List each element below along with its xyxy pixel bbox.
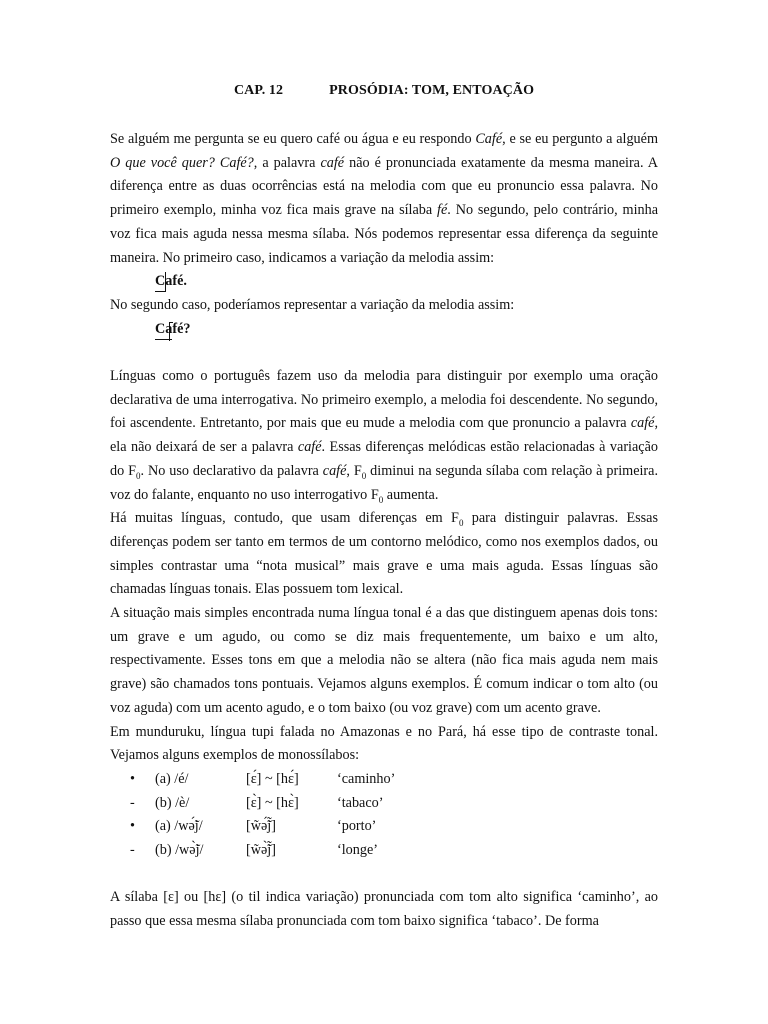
example-word: Café. xyxy=(155,273,187,290)
italic-run: café xyxy=(630,415,655,432)
examples-list xyxy=(110,768,658,863)
paragraph-7: A sílaba [ɛ] ou [hɛ] (o til indica variação) pronunciada com tom alto significa ‘caminho’, ao passo que essa mesma sílaba pronunciada com tom baixo significa ‘tabaco’. De forma xyxy=(110,889,658,930)
text-run: . Essas diferenças melódicas estão relacionadas à variação do F xyxy=(110,439,658,479)
phonemic-form: (a) /wə̃́j/ xyxy=(155,818,203,835)
text-run: , F xyxy=(346,462,362,479)
example-row xyxy=(110,792,658,816)
example-row xyxy=(110,768,658,792)
text-run: , e se eu pergunto a alguém xyxy=(502,131,658,147)
phonemic-form: (a) /é/ xyxy=(155,770,189,787)
example-word: Café? xyxy=(155,320,191,337)
spacer xyxy=(110,863,658,887)
text-run: . No uso declarativo da palavra xyxy=(140,462,323,479)
text-run: não é pronunciada exatamente da mesma maneira. A diferença entre as duas ocorrências está na melodia com que eu pronuncio essa palavra. No primeiro exemplo, minha voz fica mais grave na sílaba xyxy=(110,154,658,219)
subscript: 0 xyxy=(458,518,464,529)
text-run: , ela não deixará de ser a palavra xyxy=(110,415,658,456)
italic-run: Café xyxy=(475,131,503,147)
gloss: ‘porto’ xyxy=(337,818,377,835)
paragraph-4 xyxy=(110,507,658,602)
melody-example-interrogative xyxy=(155,318,658,342)
gloss: ‘longe’ xyxy=(337,842,378,858)
paragraph-5: A situação mais simples encontrada numa língua tonal é a das que distinguem apenas dois tons: um grave e um agudo, ou como se diz mais frequentemente, um baixo e um alto, respectivamente. Esses tons em que a melodia não se altera (não fica mais aguda nem mais grave) são chamados tons pontuais. Vejamos alguns exemplos. É comum indicar o tom alto (ou voz aguda) com um acento agudo, e o tom baixo (ou voz grave) com um acento grave. xyxy=(110,605,658,716)
italic-run: café xyxy=(297,439,322,456)
text-run: Línguas como o português fazem uso da melodia para distinguir por exemplo uma oração declarativa de uma interrogativa. No primeiro exemplo, a melodia foi descendente. No segundo, foi ascendente. Entretanto, por mais que eu mude a melodia com que pronuncio a palavra xyxy=(110,367,658,432)
chapter-number: CAP. 12 xyxy=(233,83,284,98)
text-run: , a palavra xyxy=(253,154,321,171)
melody-baseline xyxy=(155,339,172,340)
gloss: ‘tabaco’ xyxy=(337,794,384,811)
melody-example-declarative xyxy=(155,270,658,294)
phonetic-form: [w̃ə̃̀j̃] xyxy=(246,842,276,858)
gloss: ‘caminho’ xyxy=(337,770,396,787)
example-row xyxy=(110,815,658,839)
list-bullet: • xyxy=(130,770,135,787)
chapter-heading xyxy=(0,83,768,99)
text-run: Há muitas línguas, contudo, que usam diferenças em F xyxy=(110,510,459,527)
list-dash: - xyxy=(130,794,135,811)
spacer xyxy=(110,341,658,365)
phonetic-form: [ɛ̀] ~ [hɛ̀] xyxy=(246,794,299,811)
text-run: Se alguém me pergunta se eu quero café ou água e eu respondo xyxy=(110,131,476,147)
paragraph-2: No segundo caso, poderíamos representar a variação da melodia assim: xyxy=(110,296,515,313)
subscript: 0 xyxy=(361,470,367,481)
body-text xyxy=(110,128,658,934)
italic-run: café xyxy=(322,462,347,479)
phonemic-form: (b) /wə̃̀j/ xyxy=(155,842,204,858)
paragraph-3 xyxy=(110,365,658,507)
text-run: para distinguir palavras. Essas diferenças podem ser tanto em termos de um contorno melódico, como nos exemplos dados, ou simples contrastar uma “nota musical” mais grave e uma mais aguda. Essas línguas são chamadas línguas tonais. Elas possuem tom lexical. xyxy=(110,510,658,598)
phonetic-form: [w̃ə̃́j̃] xyxy=(246,818,276,835)
text-run: diminui na segunda sílaba com relação à primeira. voz do falante, enquanto no uso interrogativo F xyxy=(110,462,658,503)
phonemic-form: (b) /è/ xyxy=(155,794,190,811)
list-dash: - xyxy=(130,842,135,858)
example-row xyxy=(110,839,658,863)
text-run: aumenta. xyxy=(383,486,439,503)
subscript: 0 xyxy=(378,494,384,505)
subscript: 0 xyxy=(136,470,141,481)
phonetic-form: [ɛ́] ~ [hɛ́] xyxy=(246,770,299,787)
italic-run: O que você quer? Café? xyxy=(110,154,254,171)
text-run: . No segundo, pelo contrário, minha voz fica mais aguda nessa mesma sílaba. Nós podemos representar essa diferença da seguinte maneira. No primeiro caso, indicamos a variação da melodia assim: xyxy=(110,202,658,266)
list-bullet: • xyxy=(130,818,135,835)
chapter-title: PROSÓDIA: TOM, ENTOAÇÃO xyxy=(329,83,535,98)
italic-run: café xyxy=(320,154,345,171)
paragraph-6: Em munduruku, língua tupi falada no Amazonas e no Pará, há esse tipo de contraste tonal. Vejamos alguns exemplos de monossílabos: xyxy=(110,723,658,764)
italic-run: fé xyxy=(437,202,448,219)
paragraph-1 xyxy=(110,128,658,270)
